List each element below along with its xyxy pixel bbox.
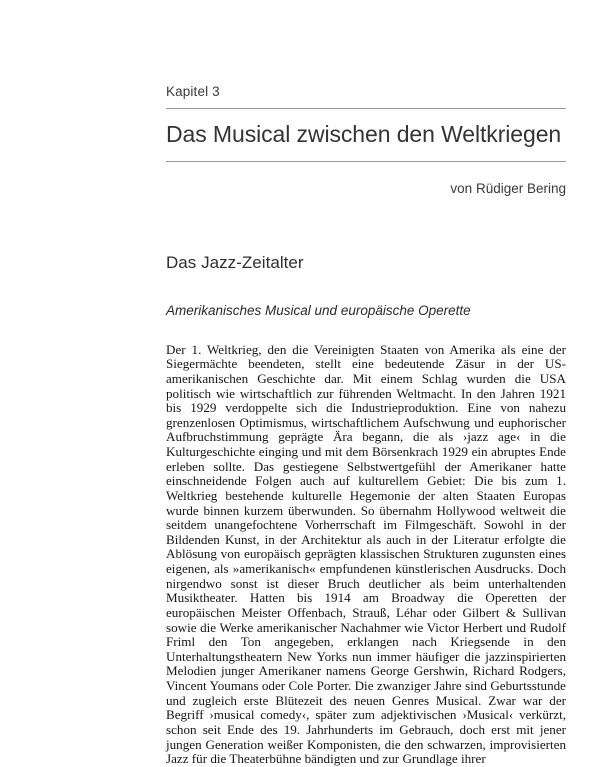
chapter-header bbox=[166, 0, 566, 197]
chapter-label: Kapitel 3 bbox=[166, 84, 220, 99]
page-title: Das Musical zwischen den Weltkriegen bbox=[166, 121, 562, 148]
body-paragraph: Der 1. Weltkrieg, den die Vereinigten Staaten von Amerika als eine der Siegermächte beendeten, stellt eine bedeutende Zäsur in der US-amerikanischen Geschichte dar. Mit einem Schlag wurden die USA politisch wie wirtschaftlich zur führenden Weltmacht. In den Jahren 1921 bis 1929 verdoppelte sich die Industrieproduktion. Eine von nahezu grenzenlosen Optimismus, wirtschaftlichem Aufschwung und euphorischer Aufbruchstimmung geprägte Ära begann, die als ›jazz age‹ in die Kulturgeschichte einging und mit dem Börsenkrach 1929 ein abruptes Ende erleben sollte. Das gestiegene Selbstwertgefühl der Amerikaner hatte einschneidende Folgen auch auf kulturellem Gebiet: Die bis zum 1. Weltkrieg bestehende kulturelle Hegemonie der alten Staaten Europas wurde binnen kurzem überwunden. So übernahm Hollywood weltweit die seitdem unangefochtene Vorherrschaft im Filmgeschäft. Sowohl in der Bildenden Kunst, in der Architektur als auch in der Literatur erfolgte die Ablösung von europäisch geprägten klassischen Strukturen zugunsten eines eigenen, als »amerikanisch« empfundenen künstlerischen Ausdrucks. Doch nirgendwo sonst ist dieser Bruch deutlicher als beim unterhaltenden Musiktheater. Hatten bis 1914 am Broadway die Operetten der europäischen Meister Offenbach, Strauß, Léhar oder Gilbert & Sullivan sowie die Werke amerikanischer Nachahmer wie Victor Herbert und Rudolf Friml den Ton angegeben, erklangen nach Kriegsende in den Unterhaltungstheatern New Yorks nun immer häufiger die jazzinspirierten Melodien junger Amerikaner namens George Gershwin, Richard Rodgers, Vincent Youmans oder Cole Porter. Die zwanziger Jahre sind Geburtsstunde und zugleich erste Blütezeit des neuen Genres Musical. Zwar war der Begriff ›musical comedy‹, später zum adjektivischen ›Musical‹ verkürzt, schon seit Ende des 19. Jahrhunderts im Gebrauch, doch erst mit jener jungen Generation weißer Komponisten, die den schwarzen, improvisierten Jazz für die Theaterbühne bändigten und zur Grundlage ihrer bbox=[166, 341, 566, 767]
subsection-title: Amerikanisches Musical und europäische Operette bbox=[166, 302, 471, 318]
section-title: Das Jazz-Zeitalter bbox=[166, 253, 304, 273]
author-byline: von Rüdiger Bering bbox=[450, 180, 566, 196]
main-content bbox=[166, 197, 566, 767]
content-column bbox=[166, 0, 566, 767]
